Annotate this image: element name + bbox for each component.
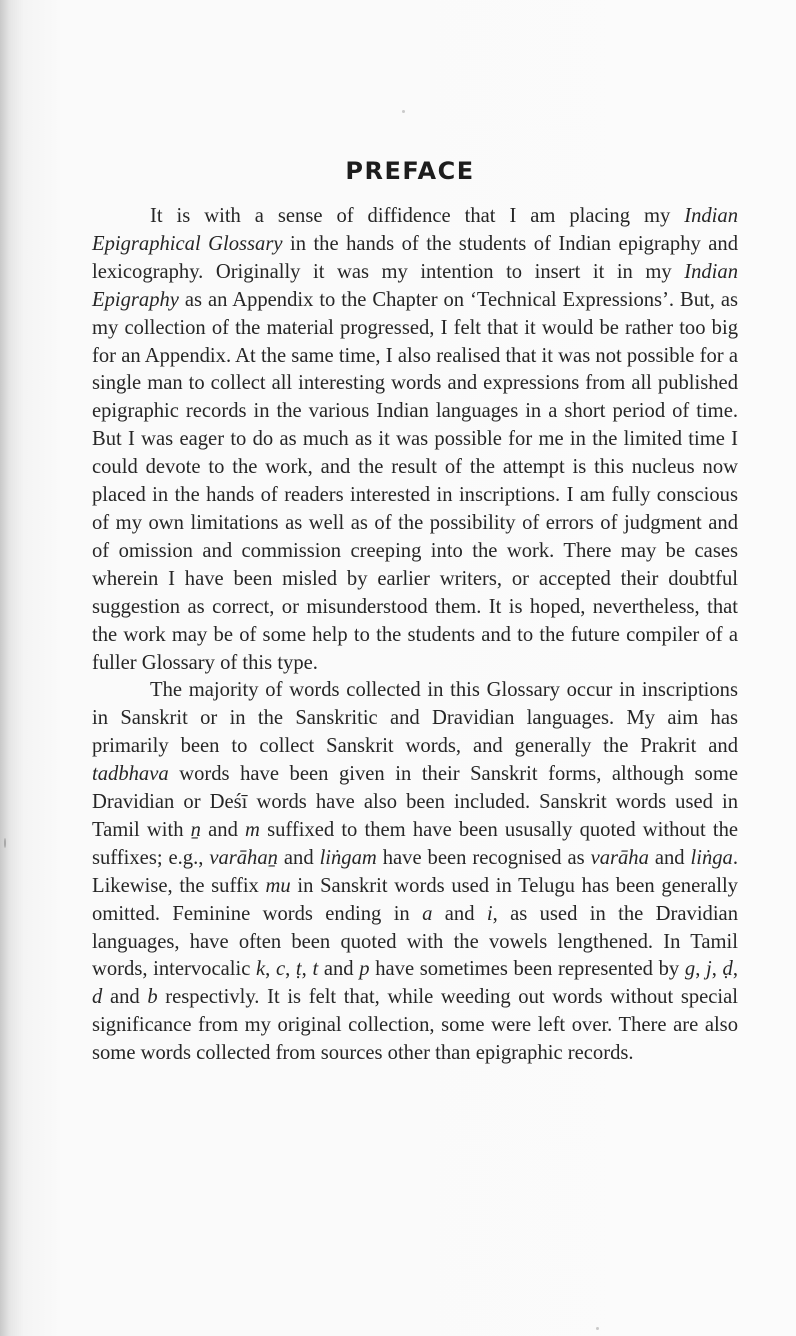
text-run: and xyxy=(432,902,487,925)
italic-term: g xyxy=(684,958,696,981)
italic-term: Indian Epigraphy xyxy=(92,260,738,311)
italic-term: ṭ xyxy=(295,958,302,981)
italic-term: liṅgam xyxy=(319,846,377,869)
italic-term: m xyxy=(245,818,260,841)
italic-term: p xyxy=(359,958,370,981)
page-title: PREFACE xyxy=(345,157,475,185)
text-run: and xyxy=(200,818,246,841)
text-run: , xyxy=(695,958,706,981)
text-run: have sometimes been represented by xyxy=(369,958,685,981)
text-run: , xyxy=(301,958,313,981)
text-run: . Likewise, the suffix xyxy=(92,846,739,897)
italic-term: varāhaṉ xyxy=(209,846,278,869)
text-run: It is with a sense of diffidence that I am placing my xyxy=(150,205,685,227)
paragraph-2 xyxy=(92,677,738,1068)
text-run: and xyxy=(102,986,148,1009)
document-body xyxy=(92,203,738,1068)
text-run: , xyxy=(265,958,276,981)
text-run: in Sanskrit words used in Telugu has been generally omitted. Feminine words ending in xyxy=(92,874,738,925)
text-run: , xyxy=(732,958,738,981)
text-run: , xyxy=(711,958,723,981)
italic-term: liṅga xyxy=(690,846,733,869)
text-run: and xyxy=(318,958,360,981)
italic-term: tadbhava xyxy=(92,763,169,786)
italic-term: i xyxy=(486,902,493,925)
text-run: and xyxy=(277,846,320,869)
paragraph-1 xyxy=(92,203,738,677)
italic-term: ḍ xyxy=(722,958,733,981)
italic-term: varāha xyxy=(590,846,649,869)
text-run: have been recognised as xyxy=(376,846,591,869)
italic-term: t xyxy=(312,958,319,981)
paper-speck xyxy=(402,110,405,113)
text-run: as an Appendix to the Chapter on ‘Technical Expressions’. But, as my collection of the material progressed, I felt that it would be rather too big for an Appendix. At the same time, I also realised that it was not possible for a single man to collect all interesting words and expressions from all published epigraphic records in the various Indian languages in a short period of time. But I was eager to do as much as it was possible for me in the limited time I could devote to the work, and the result of the attempt is this nucleus now placed in the hands of readers interested in inscriptions. I am fully conscious of my own limitations as well as of the possibility of errors of judgment and of omission and commission creeping into the work. There may be cases wherein I have been misled by earlier writers, or accepted their doubtful suggestion as correct, or misunderstood them. It is hoped, nevertheless, that the work may be of some help to the students and to the future compiler of a fuller Glossary of this type. xyxy=(92,288,738,674)
italic-term: b xyxy=(147,986,158,1009)
italic-term: ṉ xyxy=(190,818,201,841)
paper-speck xyxy=(596,1327,599,1330)
text-run: suffixed to them have been ususally quoted without the suffixes; e.g., xyxy=(92,818,739,869)
italic-term: a xyxy=(422,902,433,925)
italic-term: c xyxy=(275,958,286,981)
text-run: in the hands of the students of Indian epigraphy and lexicography. Originally it was my intention to insert it in my xyxy=(92,232,738,283)
text-run: , xyxy=(285,958,296,981)
italic-term: k xyxy=(256,958,266,981)
italic-term: Indian Epigraphical Glossary xyxy=(92,205,738,255)
text-run: The majority of words collected in this Glossary occur in inscriptions in Sanskrit or in the Sanskritic and Dravidian languages. My aim has primarily been to collect Sanskrit words, and generally the Prakrit and xyxy=(92,679,738,758)
italic-term: mu xyxy=(265,874,291,897)
paper-speck xyxy=(4,838,6,848)
text-run: words have been given in their Sanskrit forms, although some Dravidian or Deśī words have also been included. Sanskrit words used in Tamil with xyxy=(92,763,738,841)
text-run: respectivly. It is felt that, while weeding out words without special significance from my original collection, some were left over. There are also some words collected from sources other than epigraphic records. xyxy=(92,986,739,1065)
text-run: , as used in the Dravidian languages, have often been quoted with the vowels lengthened. In Tamil words, intervocalic xyxy=(92,902,738,981)
italic-term: d xyxy=(92,986,103,1009)
italic-term: j xyxy=(706,958,712,981)
text-run: and xyxy=(648,846,691,869)
